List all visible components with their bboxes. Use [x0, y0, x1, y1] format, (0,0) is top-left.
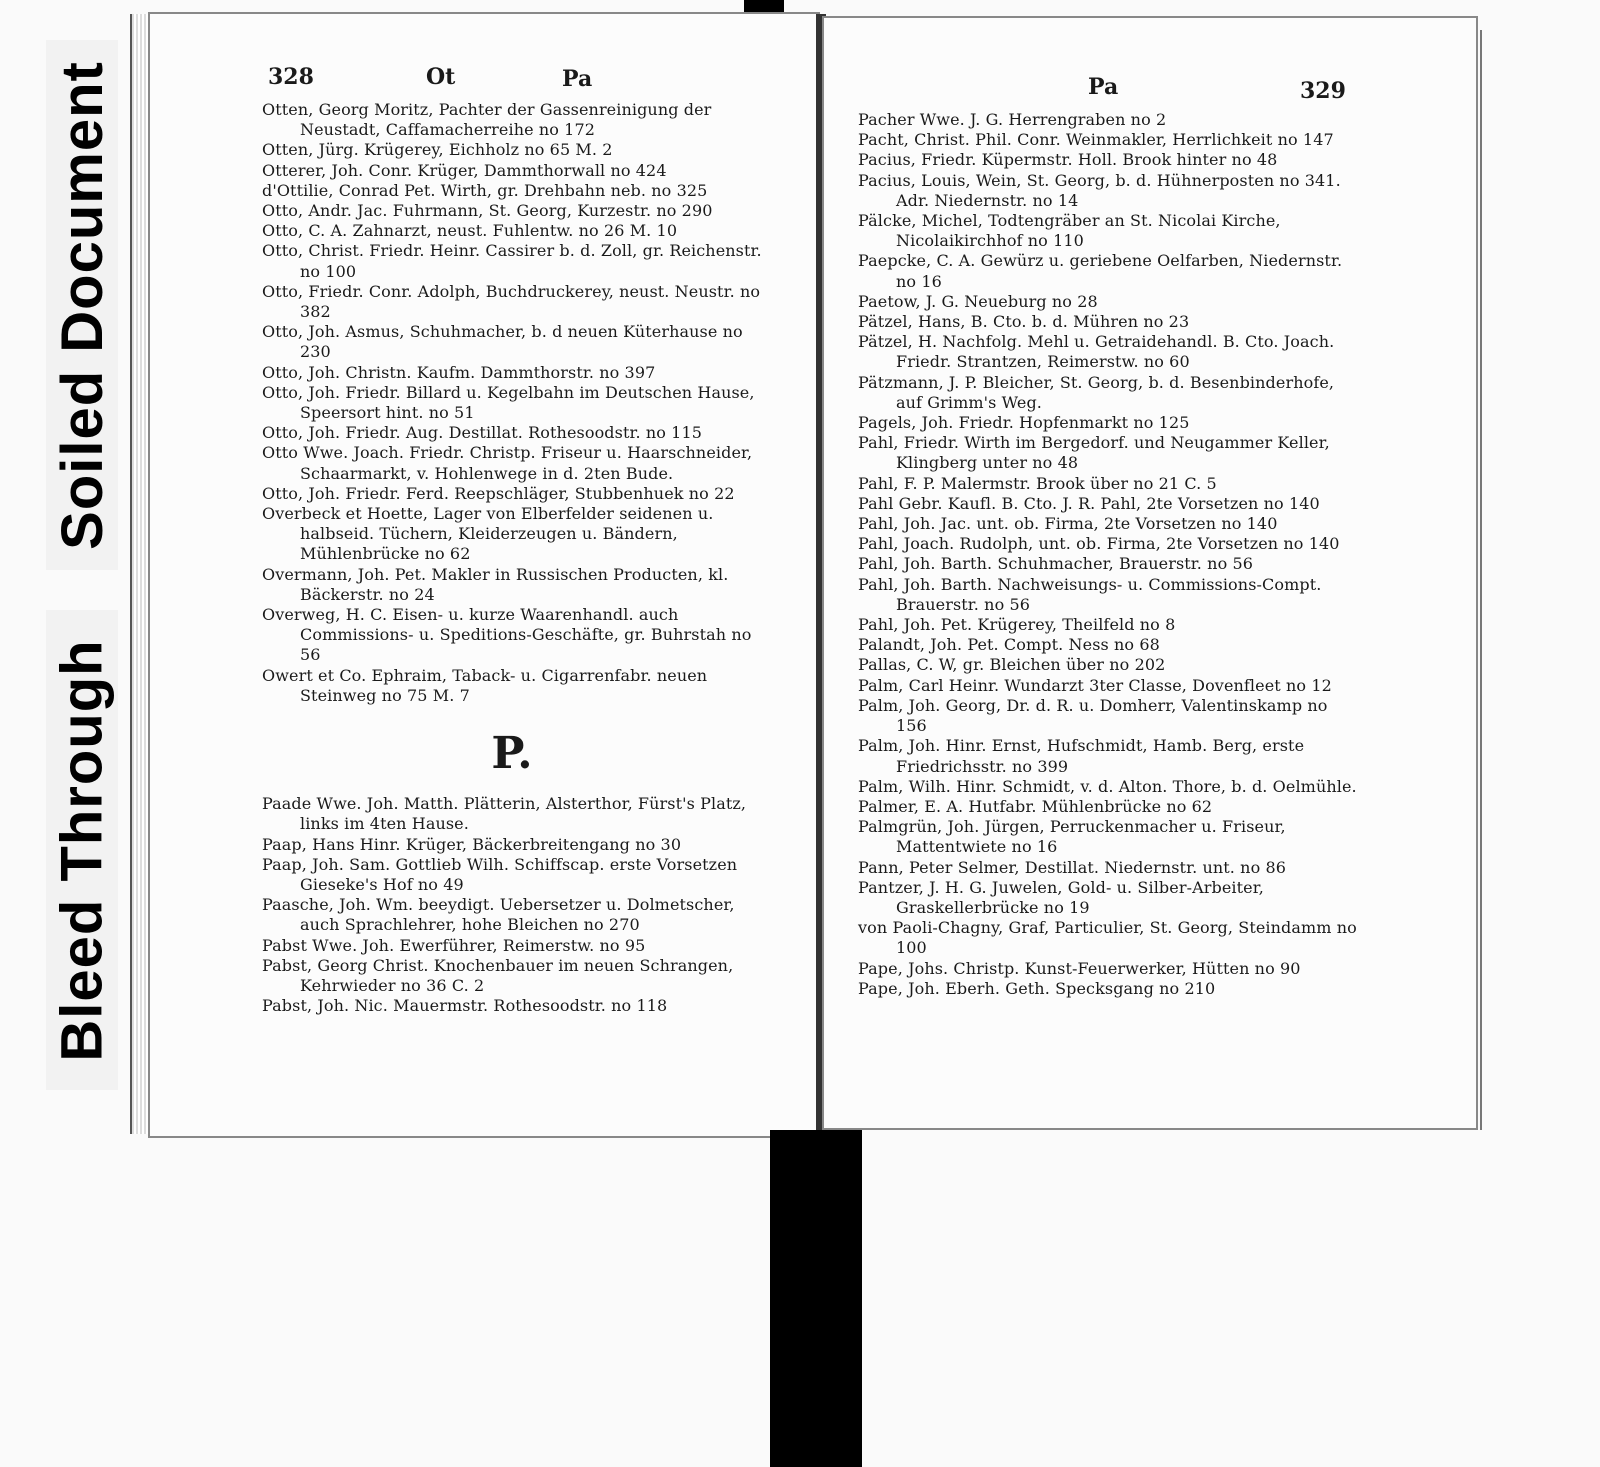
directory-entry: Pätzmann, J. P. Bleicher, St. Georg, b. d. Besenbinderhofe, auf Grimm's Weg.	[858, 372, 1335, 412]
directory-entry: Pallas, C. W, gr. Bleichen über no 202	[858, 655, 1166, 675]
soiled-document-label	[46, 40, 118, 570]
left-entries	[262, 100, 762, 1016]
directory-entry: Otto, Joh. Friedr. Ferd. Reepschläger, Stubbenhuek no 22	[262, 483, 735, 503]
directory-entry: Paasche, Joh. Wm. beeydigt. Uebersetzer u. Dolmetscher, auch Sprachlehrer, hohe Bleichen no 270	[262, 895, 735, 935]
directory-entry: Pahl, Joh. Jac. unt. ob. Firma, 2te Vorsetzen no 140	[858, 514, 1278, 534]
directory-entry: Palandt, Joh. Pet. Compt. Ness no 68	[858, 635, 1160, 655]
right-entries	[858, 110, 1362, 999]
directory-entry: Paepcke, C. A. Gewürz u. geriebene Oelfarben, Niedernstr. no 16	[858, 251, 1343, 291]
directory-entry: Paade Wwe. Joh. Matth. Plätterin, Alsterthor, Fürst's Platz, links im 4ten Hause.	[262, 794, 747, 834]
directory-entry: Palmer, E. A. Hutfabr. Mühlenbrücke no 62	[858, 796, 1213, 816]
directory-entry: Otto, Joh. Friedr. Billard u. Kegelbahn im Deutschen Hause, Speersort hint. no 51	[262, 382, 755, 423]
directory-entry: Otto, Christ. Friedr. Heinr. Cassirer b. d. Zoll, gr. Reichenstr. no 100	[262, 241, 762, 281]
directory-entry: Otto, Joh. Asmus, Schuhmacher, b. d neuen Küterhause no 230	[262, 322, 743, 362]
directory-entry: Pahl, Joh. Barth. Schuhmacher, Brauerstr. no 56	[858, 554, 1254, 574]
directory-entry: Pahl, Joach. Rudolph, unt. ob. Firma, 2te Vorsetzen no 140	[858, 534, 1340, 554]
directory-entry: Otto, Joh. Friedr. Aug. Destillat. Rothesoodstr. no 115	[262, 423, 703, 443]
directory-entry: Pahl, Friedr. Wirth im Bergedorf. und Neugammer Keller, Klingberg unter no 48	[858, 433, 1330, 473]
directory-entry: Pantzer, J. H. G. Juwelen, Gold- u. Silber-Arbeiter, Graskellerbrücke no 19	[858, 877, 1264, 917]
left-header-left: Ot	[426, 64, 456, 90]
entries-p	[262, 794, 762, 1016]
right-page	[824, 18, 1476, 1128]
directory-entry: Palm, Wilh. Hinr. Schmidt, v. d. Alton. Thore, b. d. Oelmühle.	[858, 776, 1357, 796]
directory-entry: d'Ottilie, Conrad Pet. Wirth, gr. Drehbahn neb. no 325	[262, 180, 708, 200]
right-page-number: 329	[1300, 78, 1346, 104]
directory-entry: Otterer, Joh. Conr. Krüger, Dammthorwall no 424	[262, 160, 667, 180]
directory-entry: Pahl, F. P. Malermstr. Brook über no 21 C. 5	[858, 473, 1217, 493]
directory-entry: Overmann, Joh. Pet. Makler in Russischen Producten, kl. Bäckerstr. no 24	[262, 564, 729, 604]
directory-entry: Paap, Hans Hinr. Krüger, Bäckerbreitengang no 30	[262, 834, 682, 854]
directory-entry: Otto, Joh. Christn. Kaufm. Dammthorstr. no 397	[262, 362, 656, 382]
right-page-edge	[1470, 30, 1482, 1130]
directory-entry: Otto, Andr. Jac. Fuhrmann, St. Georg, Kurzestr. no 290	[262, 201, 713, 221]
directory-entry: Pacht, Christ. Phil. Conr. Weinmakler, Herrlichkeit no 147	[858, 130, 1334, 150]
directory-entry: Palm, Joh. Georg, Dr. d. R. u. Domherr, Valentinskamp no 156	[858, 695, 1328, 736]
directory-entry: Pacius, Friedr. Küpermstr. Holl. Brook hinter no 48	[858, 150, 1278, 170]
directory-entry: von Paoli-Chagny, Graf, Particulier, St. Georg, Steindamm no 100	[858, 918, 1357, 958]
directory-entry: Pätzel, Hans, B. Cto. b. d. Mühren no 23	[858, 312, 1190, 332]
directory-entry: Paap, Joh. Sam. Gottlieb Wilh. Schiffscap. erste Vorsetzen Gieseke's Hof no 49	[262, 854, 738, 894]
directory-entry: Otto, C. A. Zahnarzt, neust. Fuhlentw. no 26 M. 10	[262, 221, 678, 241]
directory-entry: Pabst, Georg Christ. Knochenbauer im neuen Schrangen, Kehrwieder no 36 C. 2	[262, 955, 734, 995]
left-page-number: 328	[268, 64, 314, 90]
directory-entry: Palm, Joh. Hinr. Ernst, Hufschmidt, Hamb. Berg, erste Friedrichsstr. no 399	[858, 736, 1305, 776]
directory-entry: Pahl, Joh. Pet. Krügerey, Theilfeld no 8	[858, 615, 1176, 635]
directory-entry: Otten, Jürg. Krügerey, Eichholz no 65 M. 2	[262, 140, 613, 160]
soiled-document-text: Soiled Document	[49, 60, 115, 550]
directory-entry: Paetow, J. G. Neueburg no 28	[858, 291, 1098, 311]
directory-entry: Overweg, H. C. Eisen- u. kurze Waarenhandl. auch Commissions- u. Speditions-Geschäfte, gr. Buhrstah no 56	[262, 605, 752, 665]
left-page	[150, 14, 818, 1136]
directory-entry: Pabst Wwe. Joh. Ewerführer, Reimerstw. no 95	[262, 935, 646, 955]
directory-entry: Pacius, Louis, Wein, St. Georg, b. d. Hühnerposten no 341. Adr. Niedernstr. no 14	[858, 170, 1341, 210]
directory-entry: Pahl, Joh. Barth. Nachweisungs- u. Commissions-Compt. Brauerstr. no 56	[858, 574, 1322, 614]
section-letter: P.	[491, 728, 533, 780]
bleed-through-label	[46, 610, 118, 1090]
directory-entry: Palm, Carl Heinr. Wundarzt 3ter Classe, Dovenfleet no 12	[858, 675, 1332, 695]
directory-entry: Pälcke, Michel, Todtengräber an St. Nicolai Kirche, Nicolaikirchhof no 110	[858, 211, 1281, 251]
bookmark-ribbon-bottom	[770, 1130, 862, 1467]
directory-entry: Pahl Gebr. Kaufl. B. Cto. J. R. Pahl, 2te Vorsetzen no 140	[858, 493, 1320, 513]
bleed-through-text: Bleed Through	[49, 638, 115, 1062]
directory-entry: Palmgrün, Joh. Jürgen, Perruckenmacher u. Friseur, Mattentwiete no 16	[858, 817, 1286, 857]
entries-o	[262, 100, 762, 706]
directory-entry: Otto, Friedr. Conr. Adolph, Buchdruckerey, neust. Neustr. no 382	[262, 281, 761, 322]
directory-entry: Overbeck et Hoette, Lager von Elberfelder seidenen u. halbseid. Tüchern, Kleiderzeugen u. Bändern, Mühlenbrücke no 62	[262, 504, 714, 564]
directory-entry: Otto Wwe. Joach. Friedr. Christp. Friseur u. Haarschneider, Schaarmarkt, v. Hohlenwege in d. 2ten Bude.	[262, 443, 753, 483]
right-header-center: Pa	[1088, 74, 1119, 100]
directory-entry: Owert et Co. Ephraim, Taback- u. Cigarrenfabr. neuen Steinweg no 75 M. 7	[262, 665, 708, 705]
directory-entry: Pape, Johs. Christp. Kunst-Feuerwerker, Hütten no 90	[858, 958, 1301, 978]
directory-entry: Pann, Peter Selmer, Destillat. Niedernstr. unt. no 86	[858, 857, 1287, 877]
directory-entry: Pabst, Joh. Nic. Mauermstr. Rothesoodstr. no 118	[262, 996, 668, 1016]
directory-entry: Pacher Wwe. J. G. Herrengraben no 2	[858, 110, 1167, 129]
directory-entry: Otten, Georg Moritz, Pachter der Gassenreinigung der Neustadt, Caffamacherreihe no 172	[262, 100, 712, 140]
left-header-right: Pa	[562, 66, 593, 92]
directory-entry: Pagels, Joh. Friedr. Hopfenmarkt no 125	[858, 413, 1190, 433]
directory-entry: Pape, Joh. Eberh. Geth. Specksgang no 210	[858, 978, 1216, 998]
directory-entry: Pätzel, H. Nachfolg. Mehl u. Getraidehandl. B. Cto. Joach. Friedr. Strantzen, Reimerstw. no 60	[858, 332, 1335, 372]
